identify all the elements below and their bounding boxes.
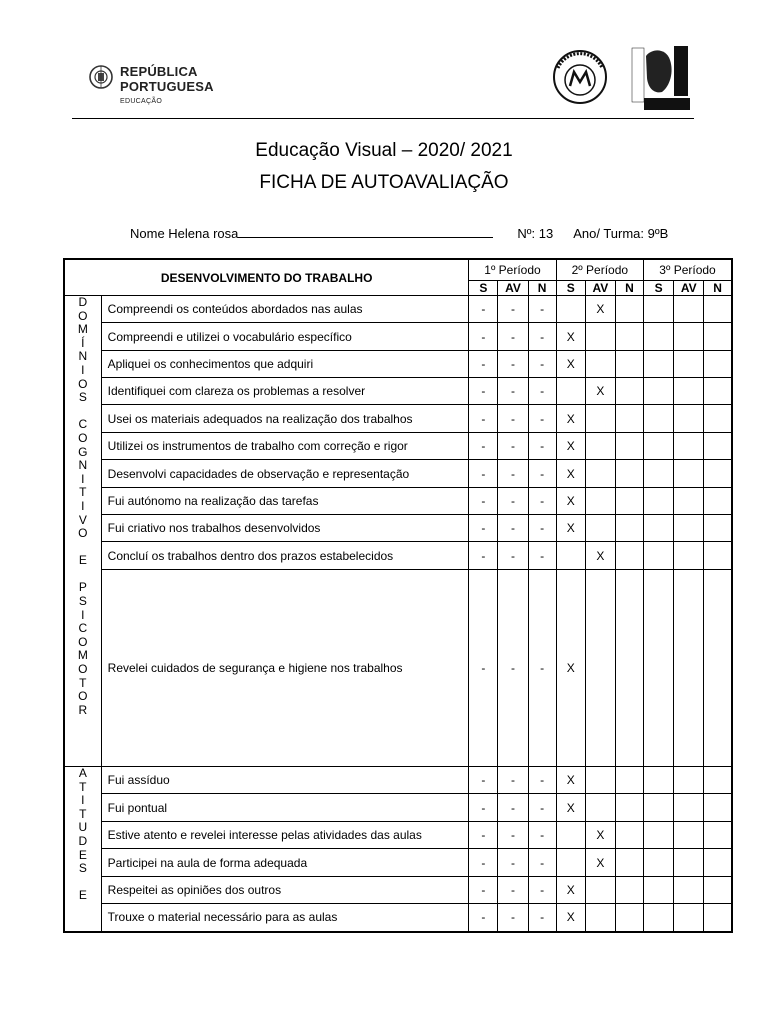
mark-cell [704,794,732,822]
criterion-label: Apliquei os conhecimentos que adquiri [101,351,469,378]
side-letter: V [78,512,87,527]
mark-cell: X [556,323,585,351]
subcolumn-header: N [615,281,643,296]
mark-cell: - [498,515,528,542]
student-number: Nº: 13 [517,226,554,241]
mark-cell: X [556,904,585,932]
mark-cell: - [528,542,556,570]
name-underline [238,225,493,238]
mark-cell: - [498,822,528,849]
school-logos [548,42,698,112]
self-assessment-table [63,258,733,933]
mark-cell [615,460,643,488]
mark-cell [556,296,585,323]
mark-cell [674,767,704,794]
mark-cell [674,351,704,378]
mark-cell: X [556,460,585,488]
republica-portuguesa-logo [88,62,218,112]
side-letter: G [78,444,88,459]
mark-cell [704,460,732,488]
mark-cell: X [556,794,585,822]
subcolumn-header: S [644,281,674,296]
mark-cell [615,405,643,433]
mark-cell [704,378,732,405]
criterion-label: Fui assíduo [101,767,469,794]
side-letter: E [78,888,87,903]
mark-cell: - [469,570,498,767]
mark-cell: X [556,405,585,433]
mark-cell [674,323,704,351]
mark-cell [704,433,732,460]
mark-cell [674,542,704,570]
mark-cell [704,904,732,932]
mark-cell: - [498,323,528,351]
mark-cell [704,351,732,378]
mark-cell [615,296,643,323]
mark-cell: - [528,433,556,460]
mark-cell: X [585,849,615,877]
mark-cell [704,515,732,542]
mark-cell [674,570,704,767]
page-subtitle: FICHA DE AUTOAVALIAÇÃO [259,172,509,193]
mark-cell [615,570,643,767]
side-letter: O [78,430,88,445]
side-letter: O [78,526,88,541]
mark-cell [556,849,585,877]
mark-cell: - [469,488,498,515]
mark-cell: - [469,405,498,433]
mark-cell [585,351,615,378]
mark-cell [644,570,674,767]
side-letter: I [81,498,85,513]
mark-cell [704,405,732,433]
student-info [130,225,668,241]
mark-cell [674,877,704,904]
side-letter: N [78,458,88,473]
table-row [64,433,732,460]
mark-cell: X [556,515,585,542]
mark-cell [615,323,643,351]
mark-cell [674,433,704,460]
side-letter: M [77,648,88,663]
mark-cell: X [556,570,585,767]
table-row [64,323,732,351]
mark-cell: - [498,460,528,488]
side-letter: O [78,689,88,704]
mark-cell [615,488,643,515]
side-letter: O [78,376,88,391]
student-class: Ano/ Turma: 9ºB [573,226,669,241]
mark-cell [674,794,704,822]
criterion-label: Utilizei os instrumentos de trabalho com correção e rigor [101,433,469,460]
mark-cell: - [498,433,528,460]
side-letter [65,541,101,555]
mark-cell [644,877,674,904]
side-letter [65,876,101,890]
mark-cell [704,296,732,323]
side-letter: U [78,820,88,835]
mark-cell: X [585,542,615,570]
unidade-local-seal-icon [554,51,606,103]
mark-cell: - [498,378,528,405]
mark-cell: - [528,904,556,932]
mark-cell [615,904,643,932]
mark-cell [585,405,615,433]
period-header: 1º Período [469,259,556,281]
mark-cell: - [469,767,498,794]
mark-cell: - [469,515,498,542]
mark-cell [674,488,704,515]
student-name-label: Nome Helena rosa [130,226,239,241]
side-letter [65,568,101,582]
mark-cell: X [556,488,585,515]
side-letter: E [78,847,87,862]
side-letter: P [78,580,87,595]
mark-cell [585,904,615,932]
mark-cell: - [469,794,498,822]
mark-cell: X [556,433,585,460]
side-letter: T [79,675,87,690]
mark-cell [704,877,732,904]
table-row [64,877,732,904]
mark-cell: - [498,351,528,378]
mark-cell [704,542,732,570]
mark-cell [704,488,732,515]
mark-cell: - [498,488,528,515]
mark-cell [615,433,643,460]
mark-cell: - [528,515,556,542]
table-row [64,570,732,767]
mark-cell: - [469,323,498,351]
mark-cell: - [469,460,498,488]
side-letter: O [78,662,88,677]
mark-cell: - [498,767,528,794]
mark-cell: - [528,323,556,351]
mark-cell [674,822,704,849]
mark-cell [644,904,674,932]
mark-cell: - [469,433,498,460]
criterion-label: Concluí os trabalhos dentro dos prazos estabelecidos [101,542,469,570]
mark-cell [704,849,732,877]
logo-text-portuguesa: PORTUGUESA [120,79,214,94]
mark-cell: - [469,849,498,877]
mark-cell: - [528,488,556,515]
side-letter: I [81,793,85,808]
criterion-label: Usei os materiais adequados na realização dos trabalhos [101,405,469,433]
logo-text-educacao: EDUCAÇÃO [120,98,163,105]
mark-cell [704,570,732,767]
subcolumn-header: S [556,281,585,296]
side-letter: R [78,702,88,717]
mark-cell [615,877,643,904]
mark-cell: - [528,767,556,794]
side-letter: T [79,485,87,500]
page-title: Educação Visual – 2020/ 2021 [255,140,513,161]
side-letter [65,405,101,419]
mark-cell [585,488,615,515]
mark-cell [644,488,674,515]
mark-cell [704,323,732,351]
mark-cell: - [528,460,556,488]
mark-cell: - [498,794,528,822]
criterion-label: Identifiquei com clareza os problemas a resolver [101,378,469,405]
criterion-label: Fui pontual [101,794,469,822]
mark-cell: X [585,296,615,323]
criterion-label: Fui autónomo na realização das tarefas [101,488,469,515]
subcolumn-header: N [528,281,556,296]
mark-cell [644,794,674,822]
mark-cell: - [469,822,498,849]
criterion-label: Fui criativo nos trabalhos desenvolvidos [101,515,469,542]
table-row [64,767,732,794]
mark-cell: X [585,378,615,405]
side-letter: E [78,553,87,568]
side-letter: M [77,322,88,337]
mark-cell [644,405,674,433]
table-row [64,849,732,877]
mark-cell [644,433,674,460]
mark-cell: X [556,877,585,904]
mark-cell [585,433,615,460]
mark-cell: X [556,351,585,378]
mark-cell: - [498,877,528,904]
mark-cell [615,794,643,822]
mark-cell: - [498,405,528,433]
mark-cell: - [528,877,556,904]
criterion-label: Respeitei as opiniões dos outros [101,877,469,904]
mark-cell [644,515,674,542]
mark-cell [644,378,674,405]
mark-cell: - [469,877,498,904]
side-letter: D [78,295,88,309]
mark-cell [644,849,674,877]
mark-cell [644,767,674,794]
subcolumn-header: S [469,281,498,296]
mark-cell [615,849,643,877]
mark-cell [615,822,643,849]
mark-cell [585,570,615,767]
mark-cell: - [469,904,498,932]
mark-cell: - [528,296,556,323]
mark-cell [674,515,704,542]
mark-cell: - [469,296,498,323]
mark-cell [585,515,615,542]
mark-cell [615,351,643,378]
side-letter: I [81,471,85,486]
side-letter: T [79,779,87,794]
mark-cell [615,767,643,794]
mark-cell: - [498,542,528,570]
mark-cell [556,378,585,405]
table-row [64,296,732,323]
mark-cell [585,794,615,822]
side-letter: C [78,621,88,636]
criterion-label: Compreendi e utilizei o vocabulário específico [101,323,469,351]
table-row [64,904,732,932]
side-letter: S [78,861,87,876]
mark-cell [704,822,732,849]
coat-of-arms-icon [88,64,114,90]
table-row [64,794,732,822]
mark-cell: - [528,849,556,877]
mark-cell: - [498,849,528,877]
mark-cell [674,460,704,488]
mark-cell: - [528,351,556,378]
agrupamento-miguel-torga-logo-icon [632,46,690,110]
period-header: 3º Período [644,259,732,281]
mark-cell: - [528,570,556,767]
table-row [64,822,732,849]
criterion-label: Desenvolvi capacidades de observação e representação [101,460,469,488]
side-letter: Í [81,335,85,350]
mark-cell [644,351,674,378]
mark-cell: - [528,794,556,822]
side-letter: I [81,607,85,622]
side-letter: S [78,390,87,405]
mark-cell [674,296,704,323]
table-row [64,515,732,542]
mark-cell [704,767,732,794]
mark-cell [674,904,704,932]
table-row [64,460,732,488]
subcolumn-header: AV [585,281,615,296]
mark-cell: - [469,378,498,405]
table-heading: DESENVOLVIMENTO DO TRABALHO [64,259,469,296]
mark-cell [644,323,674,351]
mark-cell [644,822,674,849]
side-letter: D [78,833,88,848]
mark-cell [556,822,585,849]
mark-cell [585,767,615,794]
mark-cell [615,515,643,542]
mark-cell: - [469,542,498,570]
subcolumn-header: N [704,281,732,296]
side-letter: C [78,417,88,432]
side-letter: T [79,806,87,821]
side-letter: S [78,594,87,609]
criterion-label: Estive atento e revelei interesse pelas atividades das aulas [101,822,469,849]
period-header: 2º Período [556,259,643,281]
side-letter: I [81,362,85,377]
mark-cell [644,460,674,488]
side-letter: A [78,766,87,780]
mark-cell [556,542,585,570]
mark-cell: - [498,570,528,767]
mark-cell [585,460,615,488]
mark-cell [674,405,704,433]
side-letter: N [78,349,88,364]
mark-cell [644,542,674,570]
section-side-label [64,767,101,932]
mark-cell [615,542,643,570]
criterion-label: Trouxe o material necessário para as aulas [101,904,469,932]
subcolumn-header: AV [674,281,704,296]
mark-cell [674,378,704,405]
mark-cell: - [469,351,498,378]
mark-cell: - [528,405,556,433]
mark-cell: X [585,822,615,849]
mark-cell [644,296,674,323]
mark-cell: - [498,904,528,932]
logo-text-republica: REPÚBLICA [120,64,198,79]
mark-cell [615,378,643,405]
header-divider [72,118,694,119]
table-row [64,351,732,378]
mark-cell [585,877,615,904]
subcolumn-header: AV [498,281,528,296]
criterion-label: Participei na aula de forma adequada [101,849,469,877]
table-row [64,378,732,405]
section-side-label [64,296,101,767]
mark-cell [585,323,615,351]
criterion-label: Compreendi os conteúdos abordados nas aulas [101,296,469,323]
mark-cell: - [528,378,556,405]
table-row [64,542,732,570]
mark-cell: - [498,296,528,323]
mark-cell [674,849,704,877]
mark-cell: X [556,767,585,794]
mark-cell: - [528,822,556,849]
side-letter: O [78,634,88,649]
table-row [64,405,732,433]
table-row [64,488,732,515]
side-letter: O [78,308,88,323]
criterion-label: Revelei cuidados de segurança e higiene nos trabalhos [101,570,469,767]
